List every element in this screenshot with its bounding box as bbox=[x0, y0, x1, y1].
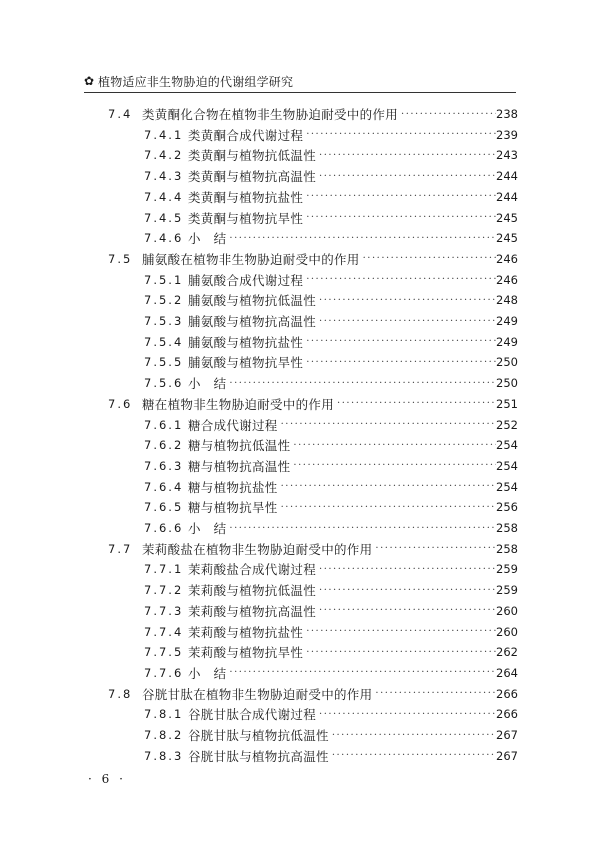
toc-entry-number: 7.4.5 bbox=[144, 210, 184, 225]
toc-subsection-entry bbox=[144, 497, 518, 517]
toc-entry-number: 7.7.2 bbox=[144, 583, 184, 598]
toc-entry-title: 谷胱甘肽在植物非生物胁迫耐受中的作用 bbox=[142, 686, 373, 702]
page-number: · 6 · bbox=[88, 772, 126, 786]
toc-subsection-entry bbox=[144, 415, 518, 435]
toc-entry-page: 264 bbox=[496, 665, 518, 680]
toc-entry-title: 糖与植物抗盐性 bbox=[188, 479, 278, 495]
toc-entry-page: 248 bbox=[496, 293, 518, 308]
toc-dot-leader bbox=[226, 523, 496, 534]
toc-entry-number: 7.7.3 bbox=[144, 603, 184, 618]
toc-entry-page: 252 bbox=[496, 417, 518, 432]
toc-entry-title: 脯氨酸与植物抗低温性 bbox=[188, 293, 317, 309]
toc-dot-leader bbox=[290, 440, 496, 451]
toc-entry-page: 266 bbox=[496, 686, 518, 701]
toc-entry-number: 7.8.3 bbox=[144, 748, 184, 763]
toc-subsection-entry bbox=[144, 208, 518, 228]
toc-entry-page: 260 bbox=[496, 624, 518, 639]
toc-entry-number: 7.7.6 bbox=[144, 665, 184, 680]
toc-entry-number: 7.5.5 bbox=[144, 355, 184, 370]
toc-entry-page: 259 bbox=[496, 562, 518, 577]
toc-entry-number: 7.5.3 bbox=[144, 314, 184, 328]
toc-dot-leader bbox=[278, 502, 496, 513]
toc-subsection-entry bbox=[144, 642, 518, 662]
toc-entry-page: 267 bbox=[496, 728, 518, 742]
toc-dot-leader bbox=[226, 667, 496, 678]
toc-entry-page: 243 bbox=[496, 148, 518, 163]
toc-entry-title: 脯氨酸与植物抗旱性 bbox=[188, 355, 304, 371]
toc-dot-leader bbox=[372, 543, 496, 554]
toc-subsection-entry bbox=[144, 746, 518, 766]
toc-dot-leader bbox=[316, 709, 496, 720]
toc-entry-page: 258 bbox=[496, 541, 518, 556]
header-rule bbox=[84, 92, 516, 93]
flower-icon: ✿ bbox=[84, 74, 95, 88]
toc-entry-title: 谷胱甘肽合成代谢过程 bbox=[188, 707, 317, 723]
toc-subsection-entry bbox=[144, 332, 518, 352]
toc-subsection-entry bbox=[144, 456, 518, 476]
toc-entry-number: 7.6.1 bbox=[144, 417, 184, 432]
toc-section-entry bbox=[108, 394, 518, 414]
toc-dot-leader bbox=[360, 253, 496, 264]
toc-entry-page: 267 bbox=[496, 748, 518, 763]
toc-entry-number: 7.4.6 bbox=[144, 231, 184, 246]
toc-entry-title: 脯氨酸合成代谢过程 bbox=[188, 272, 304, 288]
toc-entry-title: 糖与植物抗高温性 bbox=[188, 458, 291, 474]
toc-entry-page: 262 bbox=[496, 645, 518, 660]
toc-entry-title: 糖合成代谢过程 bbox=[188, 417, 278, 433]
toc-subsection-entry bbox=[144, 125, 518, 145]
toc-subsection-entry bbox=[144, 187, 518, 207]
toc-entry-page: 250 bbox=[496, 355, 518, 370]
toc-entry-number: 7.5.2 bbox=[144, 293, 184, 308]
toc-entry-title: 小 结 bbox=[188, 376, 227, 392]
running-head bbox=[84, 73, 293, 90]
toc-subsection-entry bbox=[144, 601, 518, 621]
toc-subsection-entry bbox=[144, 704, 518, 724]
toc-entry-number: 7.8.2 bbox=[144, 728, 184, 742]
toc-entry-title: 类黄酮合成代谢过程 bbox=[188, 127, 304, 143]
toc-entry-title: 糖与植物抗旱性 bbox=[188, 500, 278, 516]
toc-entry-number: 7.4.2 bbox=[144, 148, 184, 163]
toc-dot-leader bbox=[334, 398, 496, 409]
toc-entry-title: 脯氨酸与植物抗高温性 bbox=[188, 314, 317, 329]
toc-entry-number: 7.5.6 bbox=[144, 376, 184, 391]
toc-entry-title: 小 结 bbox=[188, 665, 227, 681]
toc-entry-number: 7.6.3 bbox=[144, 458, 184, 473]
toc-dot-leader bbox=[303, 647, 496, 658]
toc-dot-leader bbox=[316, 316, 496, 327]
toc-subsection-entry bbox=[144, 580, 518, 600]
toc-entry-title: 脯氨酸在植物非生物胁迫耐受中的作用 bbox=[142, 251, 360, 267]
toc-entry-title: 糖在植物非生物胁迫耐受中的作用 bbox=[142, 396, 335, 412]
toc-entry-title: 谷胱甘肽与植物抗低温性 bbox=[188, 728, 329, 743]
toc-entry-number: 7.6.4 bbox=[144, 479, 184, 494]
toc-dot-leader bbox=[303, 336, 496, 347]
toc-entry-page: 266 bbox=[496, 707, 518, 722]
toc-subsection-entry bbox=[144, 228, 518, 248]
toc-entry-title: 茉莉酸与植物抗盐性 bbox=[188, 624, 304, 640]
toc-dot-leader bbox=[303, 626, 496, 637]
toc-entry-number: 7.8.1 bbox=[144, 707, 184, 722]
toc-entry-page: 239 bbox=[496, 127, 518, 142]
toc-entry-page: 260 bbox=[496, 603, 518, 618]
toc-entry-title: 类黄酮与植物抗低温性 bbox=[188, 148, 317, 164]
toc-subsection-entry bbox=[144, 663, 518, 683]
toc-entry-page: 238 bbox=[496, 107, 518, 121]
toc-entry-page: 244 bbox=[496, 169, 518, 184]
toc-entry-page: 259 bbox=[496, 583, 518, 598]
toc-entry-title: 茉莉酸盐在植物非生物胁迫耐受中的作用 bbox=[142, 541, 373, 557]
toc-subsection-entry bbox=[144, 311, 518, 331]
toc-entry-page: 254 bbox=[496, 458, 518, 473]
toc-entry-number: 7.5 bbox=[108, 251, 133, 266]
toc-dot-leader bbox=[303, 129, 496, 140]
toc-entry-page: 249 bbox=[496, 314, 518, 328]
toc-entry-title: 小 结 bbox=[188, 521, 227, 536]
toc-entry-page: 258 bbox=[496, 521, 518, 535]
toc-dot-leader bbox=[316, 150, 496, 161]
toc-entry-title: 脯氨酸与植物抗盐性 bbox=[188, 334, 304, 350]
toc-dot-leader bbox=[278, 419, 496, 430]
toc-subsection-entry bbox=[144, 270, 518, 290]
toc-entry-title: 糖与植物抗低温性 bbox=[188, 438, 291, 454]
toc-entry-title: 茉莉酸与植物抗低温性 bbox=[188, 583, 317, 599]
toc-section-entry bbox=[108, 249, 518, 269]
toc-dot-leader bbox=[303, 212, 496, 223]
toc-entry-number: 7.6.6 bbox=[144, 521, 184, 535]
toc-dot-leader bbox=[303, 191, 496, 202]
toc-entry-title: 茉莉酸与植物抗旱性 bbox=[188, 645, 304, 661]
toc-entry-page: 256 bbox=[496, 500, 518, 515]
toc-subsection-entry bbox=[144, 145, 518, 165]
toc-entry-number: 7.6.5 bbox=[144, 500, 184, 515]
toc-entry-title: 类黄酮与植物抗盐性 bbox=[188, 189, 304, 205]
toc-entry-number: 7.7.5 bbox=[144, 645, 184, 660]
toc-entry-number: 7.4.4 bbox=[144, 189, 184, 204]
toc-dot-leader bbox=[329, 750, 496, 761]
toc-entry-page: 245 bbox=[496, 231, 518, 246]
toc-section-entry bbox=[108, 684, 518, 704]
toc-entry-number: 7.4.3 bbox=[144, 169, 184, 184]
toc-entry-number: 7.4.1 bbox=[144, 127, 184, 142]
toc-entry-number: 7.7 bbox=[108, 541, 133, 556]
toc-entry-page: 250 bbox=[496, 376, 518, 391]
toc-entry-page: 244 bbox=[496, 189, 518, 204]
toc-entry-title: 茉莉酸盐合成代谢过程 bbox=[188, 562, 317, 578]
toc-subsection-entry bbox=[144, 290, 518, 310]
toc-entry-page: 254 bbox=[496, 479, 518, 494]
toc-entry-title: 茉莉酸与植物抗高温性 bbox=[188, 603, 317, 619]
toc-entry-number: 7.6.2 bbox=[144, 438, 184, 453]
toc-dot-leader bbox=[316, 564, 496, 575]
toc-dot-leader bbox=[226, 233, 496, 244]
toc-entry-page: 246 bbox=[496, 272, 518, 287]
toc-dot-leader bbox=[372, 688, 496, 699]
toc-subsection-entry bbox=[144, 373, 518, 393]
toc-entry-page: 245 bbox=[496, 210, 518, 225]
toc-entry-number: 7.4 bbox=[108, 107, 133, 121]
toc-entry-number: 7.5.1 bbox=[144, 272, 184, 287]
toc-subsection-entry bbox=[144, 435, 518, 455]
toc-entry-title: 小 结 bbox=[188, 231, 227, 247]
toc-section-entry bbox=[108, 104, 518, 124]
toc-entry-number: 7.7.4 bbox=[144, 624, 184, 639]
toc-subsection-entry bbox=[144, 477, 518, 497]
toc-dot-leader bbox=[316, 605, 496, 616]
toc-entry-number: 7.7.1 bbox=[144, 562, 184, 577]
book-title: 植物适应非生物胁迫的代谢组学研究 bbox=[98, 75, 294, 89]
toc-entry-number: 7.6 bbox=[108, 396, 133, 411]
toc-entry-title: 类黄酮与植物抗高温性 bbox=[188, 169, 317, 185]
toc-entry-number: 7.5.4 bbox=[144, 334, 184, 349]
toc-entry-page: 254 bbox=[496, 438, 518, 453]
toc-dot-leader bbox=[316, 295, 496, 306]
toc-dot-leader bbox=[278, 481, 496, 492]
toc-dot-leader bbox=[226, 378, 496, 389]
toc-entry-number: 7.8 bbox=[108, 686, 133, 701]
toc-dot-leader bbox=[316, 171, 496, 182]
toc-entry-page: 251 bbox=[496, 396, 518, 411]
toc-subsection-entry bbox=[144, 622, 518, 642]
toc-subsection-entry bbox=[144, 166, 518, 186]
toc-entry-title: 类黄酮化合物在植物非生物胁迫耐受中的作用 bbox=[142, 107, 399, 122]
toc-entry-title: 谷胱甘肽与植物抗高温性 bbox=[188, 748, 329, 764]
toc-dot-leader bbox=[303, 274, 496, 285]
toc-section-entry bbox=[108, 539, 518, 559]
toc-subsection-entry bbox=[144, 352, 518, 372]
toc-dot-leader bbox=[398, 109, 496, 120]
toc-subsection-entry bbox=[144, 518, 518, 538]
toc-entry-page: 246 bbox=[496, 251, 518, 266]
toc-subsection-entry bbox=[144, 725, 518, 745]
toc-dot-leader bbox=[316, 585, 496, 596]
toc-dot-leader bbox=[303, 357, 496, 368]
toc-dot-leader bbox=[329, 730, 496, 741]
toc-entry-title: 类黄酮与植物抗旱性 bbox=[188, 210, 304, 226]
toc-dot-leader bbox=[290, 460, 496, 471]
toc-subsection-entry bbox=[144, 559, 518, 579]
toc-entry-page: 249 bbox=[496, 334, 518, 349]
